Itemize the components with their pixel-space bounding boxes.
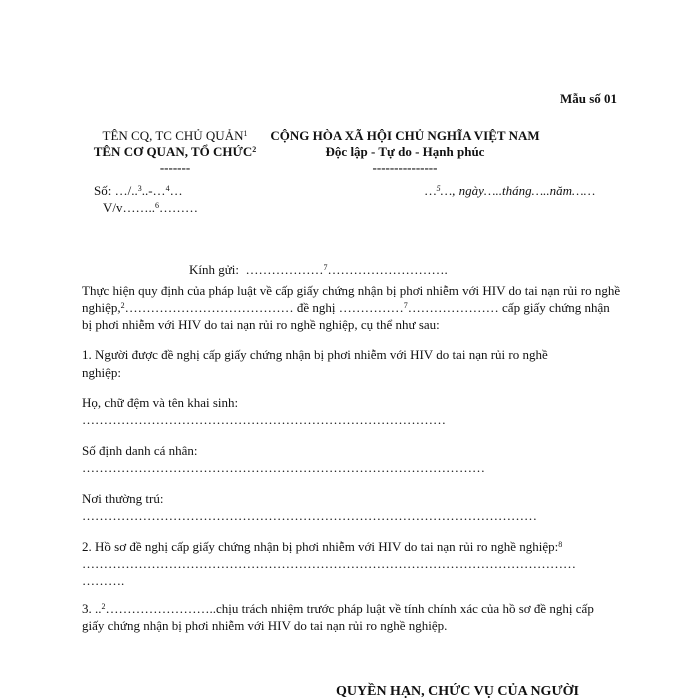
document-number: Số: …/..$^3$..-…$^4$… [94, 183, 183, 198]
signature-heading: QUYỀN HẠN, CHỨC VỤ CỦA NGƯỜI [336, 684, 579, 699]
dossier-field-line-end[interactable]: ………. [82, 573, 125, 588]
salutation: Kính gửi: ………………$^7$………………………. [189, 262, 448, 277]
footnote-ref: 2 [252, 145, 257, 154]
nation-title: CỘNG HÒA XÃ HỘI CHỦ NGHĨA VIỆT NAM [270, 128, 540, 143]
agency-name: TÊN CƠ QUAN, TỔ CHỨC$^2$ [93, 144, 257, 159]
permanent-address-label: Nơi thường trú: [82, 491, 164, 506]
form-code: Mẫu số 01 [560, 91, 618, 106]
footnote-ref: 1 [243, 129, 248, 138]
permanent-address-field[interactable]: …………………………………………………………………………………………… [82, 508, 537, 523]
left-header [60, 128, 290, 176]
motto-rule: --------------- [372, 160, 438, 175]
section-3-statement: 3. ..$^2$……………………..chịu trách nhiệm trước pháp luật về tính chính xác của hồ sơ đề nghị cấp giấy chứng nhận bị phơi nhiễm với HIV do tai nạn rủi ro nghề nghiệp. [82, 601, 594, 633]
dossier-field-line[interactable]: …………………………………………………………………………………………………… [82, 556, 576, 571]
right-header [265, 128, 545, 176]
personal-id-field[interactable]: ………………………………………………………………………………… [82, 460, 485, 475]
document-subject: V/v……..$^6$……… [103, 200, 198, 215]
full-name-field[interactable]: ………………………………………………………………………… [82, 412, 446, 427]
footnote-ref: 8 [558, 540, 563, 549]
section-2-heading: 2. Hồ sơ đề nghị cấp giấy chứng nhận bị phơi nhiễm với HIV do tai nạn rủi ro nghề nghiệp:$^8$ [82, 539, 563, 554]
place-and-date: …$^5$…, ngày…..tháng…..năm…… [425, 183, 596, 198]
intro-paragraph: Thực hiện quy định của pháp luật về cấp giấy chứng nhận bị phơi nhiễm với HIV do tai nạn rủi ro nghề nghiệp,$^2$………………………………… đề nghị ……………$^7$………………… cấp giấy chứng nhận bị phơi nhiễm với HIV do tai nạn rủi ro nghề nghiệp, cụ thể như sau: [82, 283, 621, 332]
section-1-heading: 1. Người được đề nghị cấp giấy chứng nhận bị phơi nhiễm với HIV do tai nạn rủi ro nghề nghiệp: [82, 347, 548, 380]
full-name-label: Họ, chữ đệm và tên khai sinh: [82, 395, 239, 410]
personal-id-label: Số định danh cá nhân: [82, 443, 198, 458]
parent-agency-name: TÊN CQ, TC CHỦ QUẢN$^1$ [102, 128, 248, 143]
national-motto: Độc lập - Tự do - Hạnh phúc [325, 144, 485, 159]
agency-rule: ------- [159, 160, 191, 175]
